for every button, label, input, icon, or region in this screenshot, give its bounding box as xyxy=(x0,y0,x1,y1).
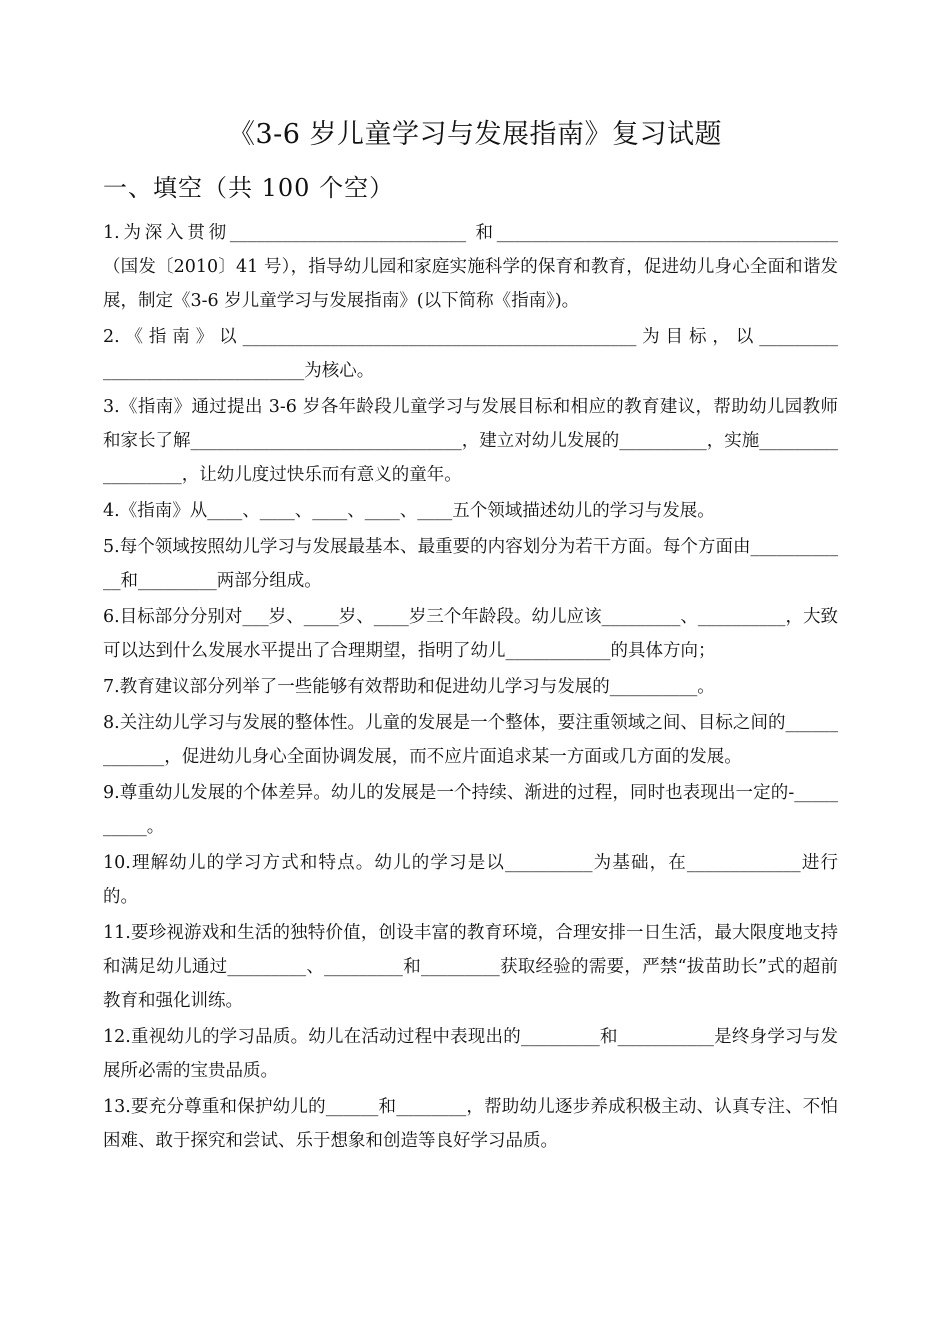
question-item: 13.要充分尊重和保护幼儿的______和________，帮助幼儿逐步养成积极主动、认真专注、不怕困难、敢于探究和尝试、乐于想象和创造等良好学习品质。 xyxy=(103,1097,838,1151)
question-item: 10.理解幼儿的学习方式和特点。幼儿的学习是以__________为基础，在_____________进行的。 xyxy=(103,853,838,907)
question-item: 8.关注幼儿学习与发展的整体性。儿童的发展是一个整体，要注重领域之间、目标之间的_____________，促进幼儿身心全面协调发展，而不应片面追求某一方面或几方面的发展。 xyxy=(103,713,838,767)
question-item: 11.要珍视游戏和生活的独特价值，创设丰富的教育环境，合理安排一日生活，最大限度地支持和满足幼儿通过_________、_________和_________获取经验的需要，严禁“拔苗助长”式的超前教育和强化训练。 xyxy=(103,923,838,1011)
question-item: 6.目标部分分别对___岁、____岁、____岁三个年龄段。幼儿应该_________、__________，大致可以达到什么发展水平提出了合理期望，指明了幼儿____________的具体方向； xyxy=(103,607,838,661)
question-item: 2. 《 指 南 》 以 _____________________________________________ 为 目 标 ， 以 ________________________________为核心。 xyxy=(103,327,838,381)
document-title: 《3-6 岁儿童学习与发展指南》复习试题 xyxy=(227,119,723,150)
question-item: 3.《指南》通过提出 3-6 岁各年龄段儿童学习与发展目标和相应的教育建议，帮助幼儿园教师和家长了解_______________________________，建立对幼儿发展的__________，实施__________________，让幼儿度过快乐而有意义的童年。 xyxy=(103,397,838,485)
question-item: 4.《指南》从____、____、____、____、____五个领域描述幼儿的学习与发展。 xyxy=(103,501,715,521)
question-item: 12.重视幼儿的学习品质。幼儿在活动过程中表现出的_________和___________是终身学习与发展所必需的宝贵品质。 xyxy=(103,1027,838,1081)
question-list xyxy=(103,216,838,1160)
question-item: 1.为深入贯彻___________________________ 和_______________________________________（国发〔2010〕41 号），指导幼儿园和家庭实施科学的保育和教育，促进幼儿身心全面和谐发展，制定《3-6 岁儿童学习与发展指南》(以下简称《指南》)。 xyxy=(103,223,838,311)
question-item: 5.每个领域按照幼儿学习与发展最基本、最重要的内容划分为若干方面。每个方面由____________和_________两部分组成。 xyxy=(103,537,838,591)
section-heading: 一、填空（共 100 个空） xyxy=(103,174,395,202)
question-item: 7.教育建议部分列举了一些能够有效帮助和促进幼儿学习与发展的__________。 xyxy=(103,677,715,697)
question-item: 9.尊重幼儿发展的个体差异。幼儿的发展是一个持续、渐进的过程，同时也表现出一定的-__________。 xyxy=(103,783,838,837)
